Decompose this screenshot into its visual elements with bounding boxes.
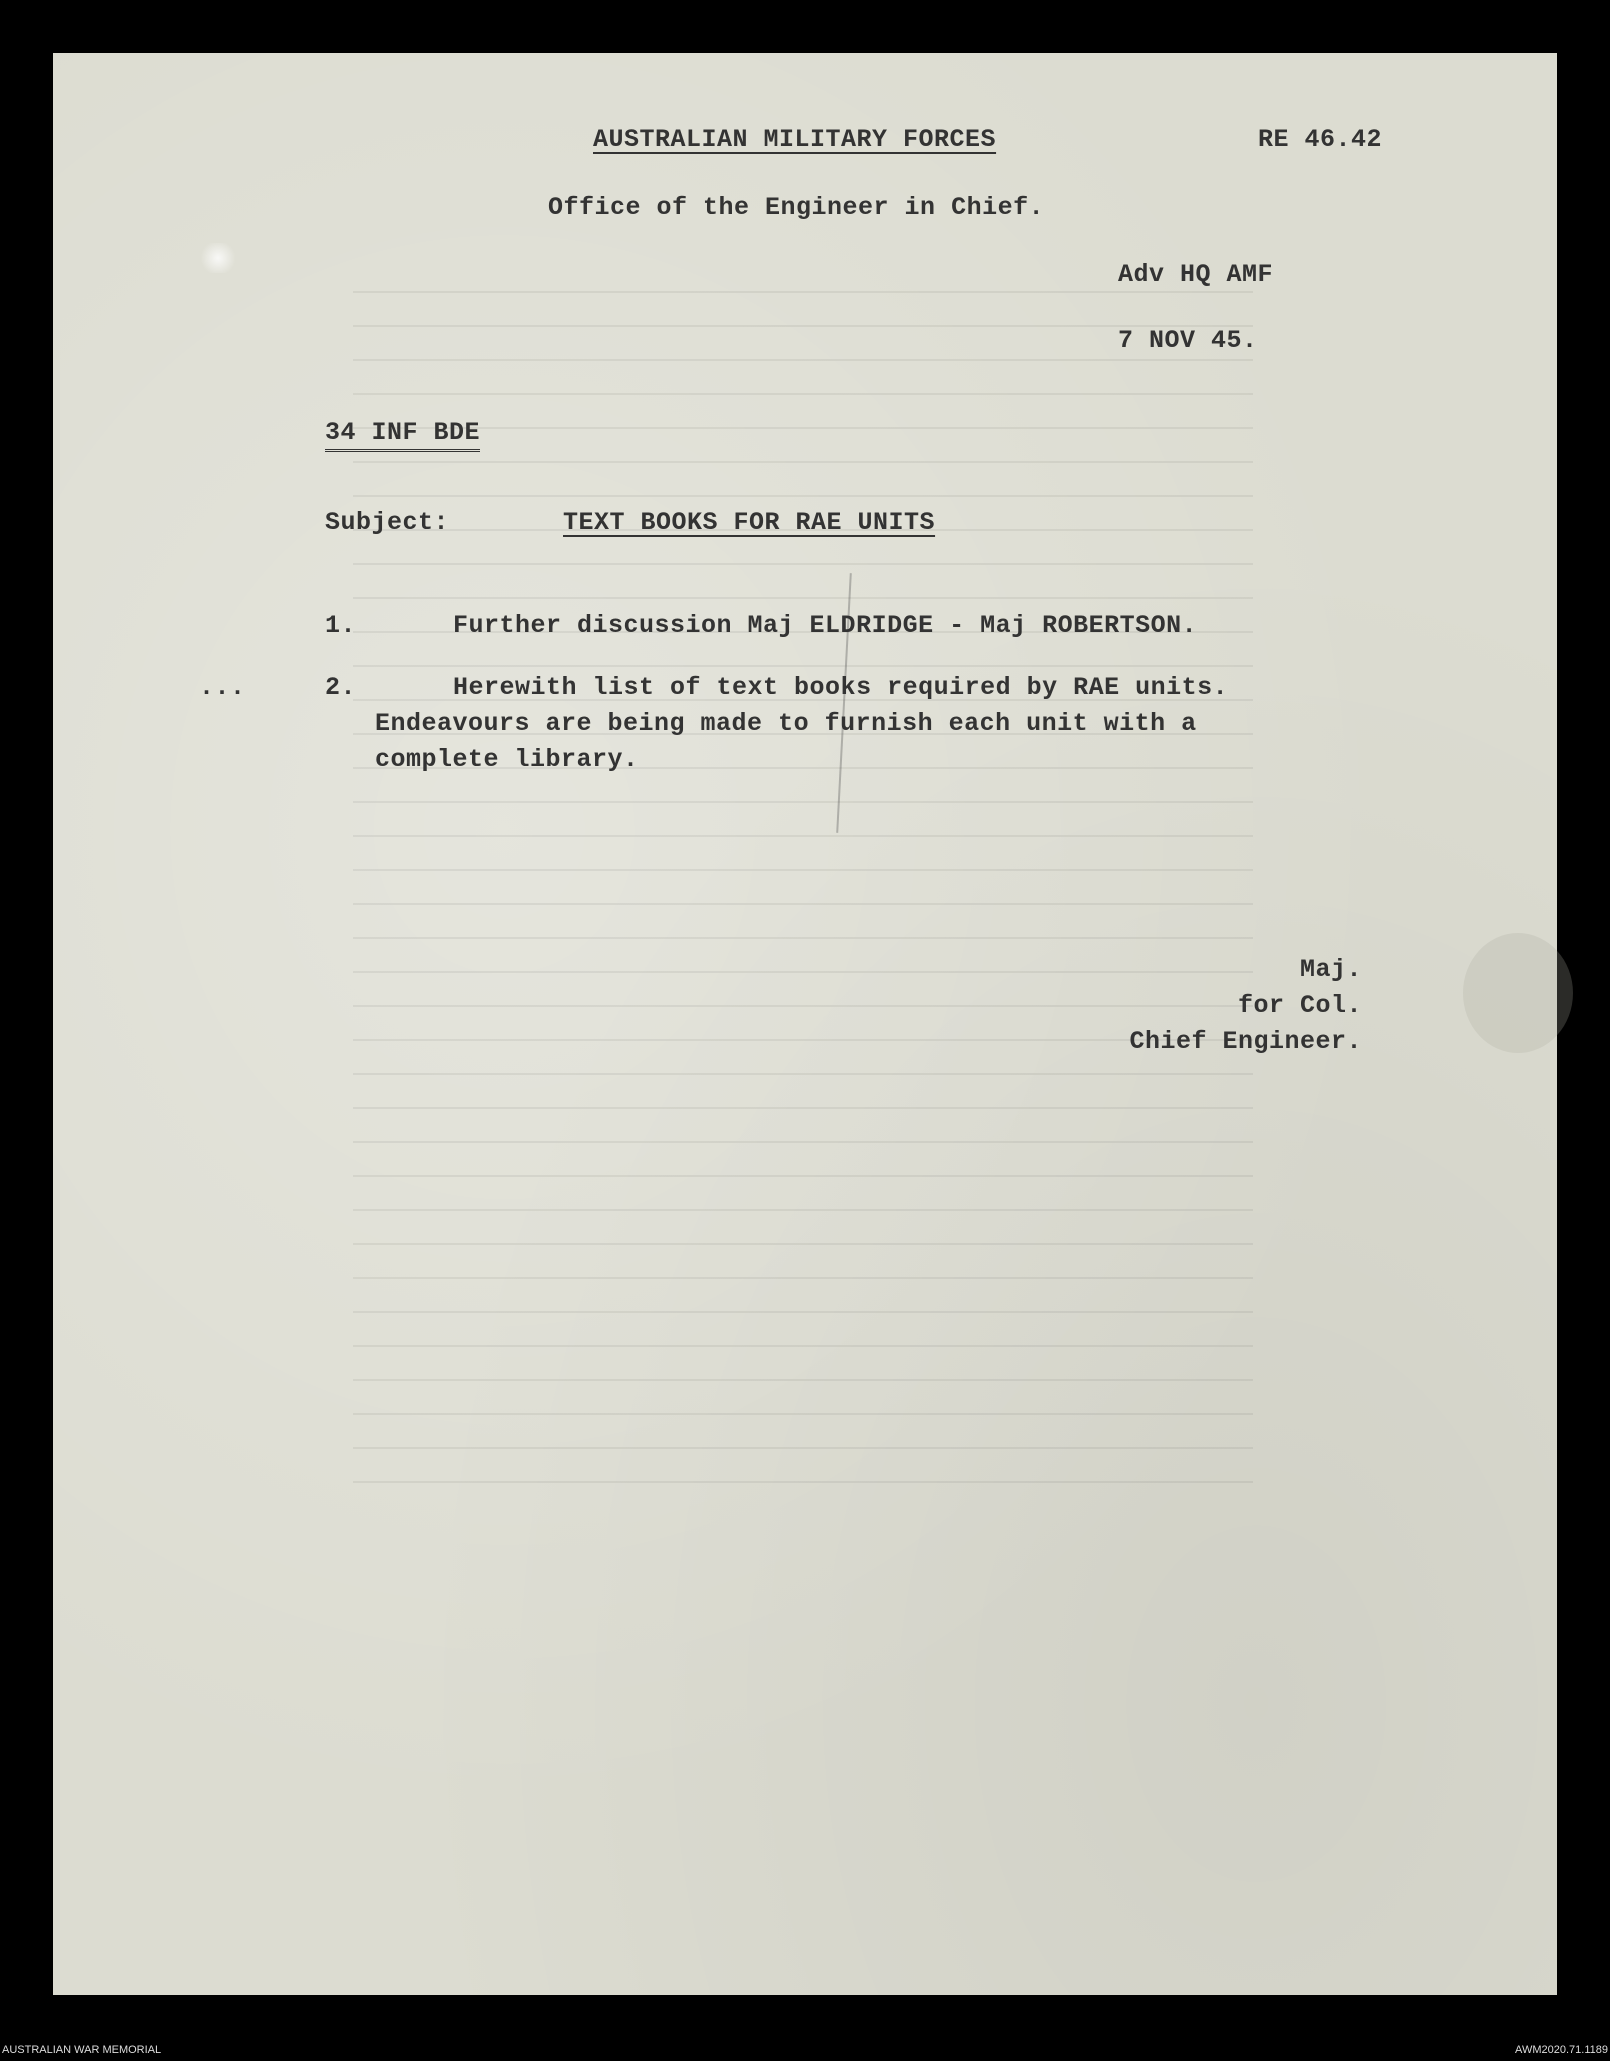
document-page xyxy=(53,53,1557,1995)
signature-for: for Col. xyxy=(1237,991,1362,1020)
reverse-side-bleed-through xyxy=(353,283,1253,1483)
signature-rank: Maj. xyxy=(1299,955,1362,984)
reference-number: RE 46.42 xyxy=(1258,125,1383,154)
paper-stain xyxy=(1463,933,1573,1053)
subject-title: TEXT BOOKS FOR RAE UNITS xyxy=(563,508,936,537)
margin-mark: ... xyxy=(199,673,246,702)
paragraph-text: complete library. xyxy=(375,745,639,774)
footer-source: AUSTRALIAN WAR MEMORIAL xyxy=(2,2044,162,2056)
paragraph-text: Endeavours are being made to furnish each unit with a xyxy=(375,709,1197,738)
paragraph-text: Herewith list of text books required by RAE units. xyxy=(453,673,1229,702)
location: Adv HQ AMF xyxy=(1118,260,1274,289)
staple-hole xyxy=(198,243,238,273)
signature-title: Chief Engineer. xyxy=(1129,1027,1362,1056)
paragraph-number: 2. xyxy=(325,673,357,702)
office-name: Office of the Engineer in Chief. xyxy=(548,193,1045,222)
addressee: 34 INF BDE xyxy=(325,418,480,452)
subject-label: Subject: xyxy=(325,508,450,537)
document-heading: AUSTRALIAN MILITARY FORCES xyxy=(593,125,997,154)
footer-accession-number: AWM2020.71.1189 xyxy=(1515,2044,1608,2056)
date: 7 NOV 45. xyxy=(1118,326,1258,355)
paragraph-number: 1. xyxy=(325,611,357,640)
paragraph-text: Further discussion Maj ELDRIDGE - Maj ROBERTSON. xyxy=(453,611,1198,640)
